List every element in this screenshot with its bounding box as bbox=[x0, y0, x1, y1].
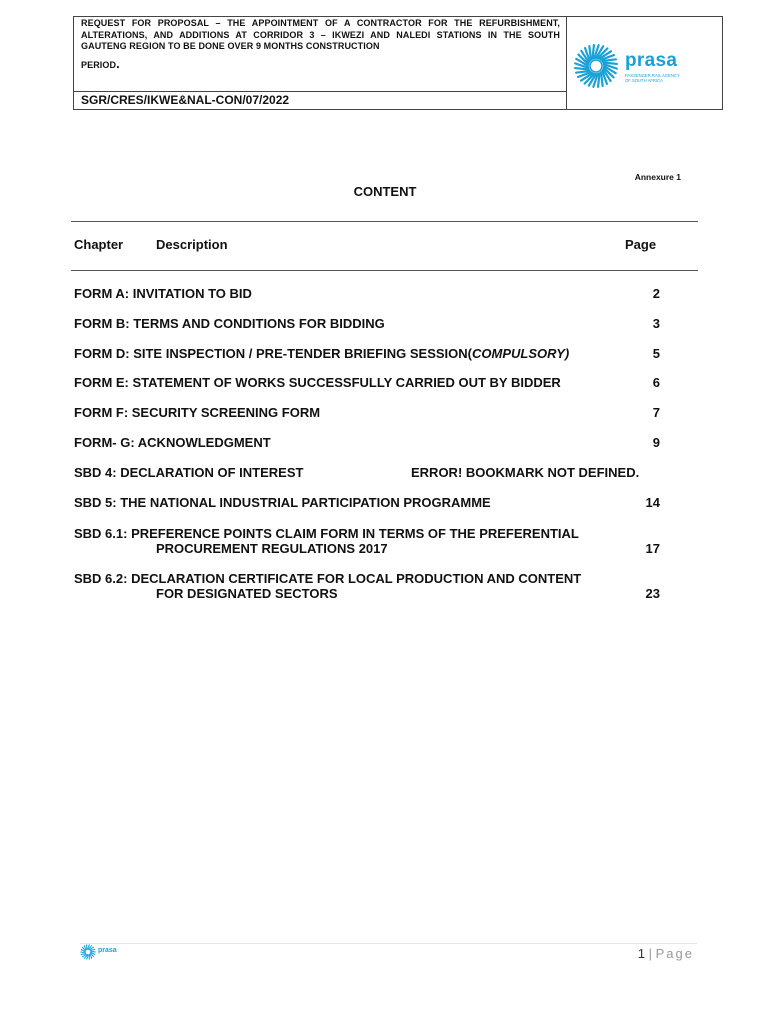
toc-entry-page: 6 bbox=[652, 375, 660, 390]
toc-entry-form-a[interactable] bbox=[74, 286, 660, 301]
toc-entry-sbd-6-1[interactable] bbox=[74, 526, 660, 556]
page-footer bbox=[600, 946, 694, 961]
toc-entry-page: 2 bbox=[652, 286, 660, 301]
toc-entry-title: FORM D: SITE INSPECTION / PRE-TENDER BRIEFING SESSION( bbox=[74, 346, 472, 361]
toc-entry-title: FORM E: STATEMENT OF WORKS SUCCESSFULLY CARRIED OUT BY BIDDER bbox=[74, 375, 561, 390]
footer-divider bbox=[80, 943, 697, 944]
rfp-title-dot: . bbox=[116, 55, 120, 71]
document-header bbox=[73, 16, 723, 110]
toc-entry-form-f[interactable] bbox=[74, 405, 660, 420]
toc-entry-title: FORM F: SECURITY SCREENING FORM bbox=[74, 405, 321, 420]
toc-entry-title: SBD 6.1: PREFERENCE POINTS CLAIM FORM IN TERMS OF THE PREFERENTIAL bbox=[74, 526, 579, 541]
page-number: 1 bbox=[637, 946, 645, 961]
toc-entry-page: 14 bbox=[645, 495, 660, 510]
rfp-title-text: REQUEST FOR PROPOSAL – THE APPOINTMENT OF A CONTRACTOR FOR THE REFURBISHMENT, ALTERATIONS, AND ADDITIONS AT CORRIDOR 3 – IKWEZI AND NALEDI STATIONS IN THE SOUTH GAUTENG REGION TO BE DONE OVER 9 MONTHS CONSTRUCTION bbox=[81, 18, 560, 51]
rfp-title bbox=[74, 17, 567, 92]
toc-entry-form-g[interactable] bbox=[74, 435, 660, 450]
page-separator: | bbox=[648, 946, 652, 961]
toc-entry-title: SBD 5: THE NATIONAL INDUSTRIAL PARTICIPATION PROGRAMME bbox=[74, 495, 491, 510]
toc-entry-page: 5 bbox=[652, 346, 660, 361]
toc-entry-form-e[interactable] bbox=[74, 375, 660, 390]
toc-entry-page: 17 bbox=[645, 541, 660, 556]
toc-entry-title-line2: PROCUREMENT REGULATIONS 2017 bbox=[156, 541, 388, 556]
annexure-label: Annexure 1 bbox=[634, 172, 681, 182]
toc-entry-form-d[interactable] bbox=[74, 346, 660, 361]
prasa-logo-cell bbox=[567, 17, 722, 109]
toc-entry-sbd-6-2[interactable] bbox=[74, 571, 660, 601]
toc-entry-title: SBD 4: DECLARATION OF INTEREST bbox=[74, 465, 304, 480]
content-heading: CONTENT bbox=[353, 184, 417, 199]
toc-entry-title: FORM A: INVITATION TO BID bbox=[74, 286, 252, 301]
toc-entry-page: 23 bbox=[645, 586, 660, 601]
column-chapter: Chapter bbox=[74, 237, 124, 252]
toc-entry-title: SBD 6.2: DECLARATION CERTIFICATE FOR LOCAL PRODUCTION AND CONTENT bbox=[74, 571, 582, 586]
footer-prasa-burst-icon bbox=[80, 944, 96, 960]
toc-entry-page: 9 bbox=[652, 435, 660, 450]
column-description: Description bbox=[156, 237, 228, 252]
toc-entry-page: 7 bbox=[652, 405, 660, 420]
reference-number: SGR/CRES/IKWE&NAL-CON/07/2022 bbox=[74, 92, 567, 109]
toc-entry-title-line2: FOR DESIGNATED SECTORS bbox=[156, 586, 338, 601]
toc-entry-sbd-5[interactable] bbox=[74, 495, 660, 510]
prasa-logo bbox=[573, 41, 683, 91]
prasa-logo-word: prasa bbox=[625, 50, 678, 71]
rfp-title-tail: PERIOD bbox=[81, 59, 117, 70]
table-top-divider bbox=[71, 221, 698, 222]
toc-entry-title: FORM B: TERMS AND CONDITIONS FOR BIDDING bbox=[74, 316, 385, 331]
toc-entry-title: FORM- G: ACKNOWLEDGMENT bbox=[74, 435, 271, 450]
toc-entry-sbd-4[interactable] bbox=[74, 465, 660, 480]
column-page: Page bbox=[625, 237, 657, 252]
toc-entry-form-b[interactable] bbox=[74, 316, 660, 331]
prasa-burst-icon bbox=[573, 43, 619, 89]
logo-ray bbox=[90, 950, 95, 951]
toc-entry-page: 3 bbox=[652, 316, 660, 331]
prasa-logo-tagline: PASSENGER RAIL AGENCY OF SOUTH AFRICA bbox=[625, 73, 680, 83]
page-label: Page bbox=[655, 946, 694, 961]
footer-prasa-logo bbox=[80, 944, 124, 962]
footer-prasa-word: prasa bbox=[98, 947, 117, 954]
logo-ray bbox=[81, 954, 86, 955]
toc-entry-title-italic: COMPULSORY) bbox=[471, 346, 570, 361]
toc-entry-page-error: ERROR! BOOKMARK NOT DEFINED. bbox=[411, 465, 640, 480]
table-header-divider bbox=[71, 270, 698, 271]
